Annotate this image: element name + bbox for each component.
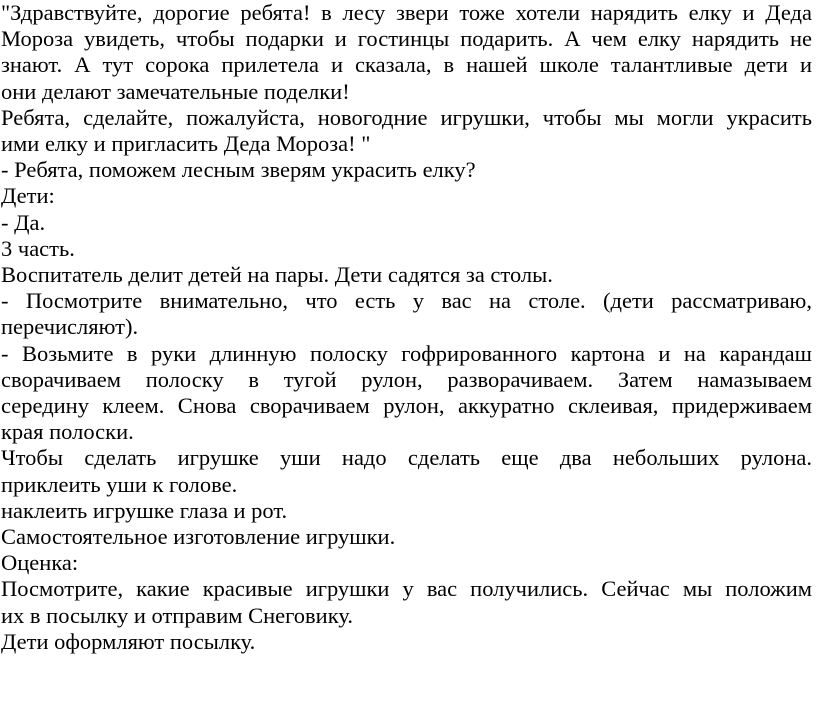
paragraph-parcel xyxy=(1,629,812,655)
text-line: - Возьмите в руки длинную полоску гофрированного картона и на карандаш xyxy=(1,340,812,366)
paragraph-pairs xyxy=(1,262,812,288)
text-line: "Здравствуйте, дорогие ребята! в лесу звери тоже хотели нарядить елку и Деда xyxy=(1,0,812,25)
paragraph-children-label xyxy=(1,183,812,209)
text-line: Чтобы сделать игрушке уши надо сделать еще два небольших рулона. xyxy=(1,445,812,471)
paragraph-instructions xyxy=(1,341,812,446)
paragraph-question xyxy=(1,157,812,183)
text-line: знают. А тут сорока прилетела и сказала, в нашей школе талантливые дети и xyxy=(1,52,812,78)
text-line: Самостоятельное изготовление игрушки. xyxy=(1,524,396,550)
paragraph-evaluation-heading xyxy=(1,550,812,576)
text-line: наклеить игрушке глаза и рот. xyxy=(1,497,288,523)
text-line: Оценка: xyxy=(1,550,79,576)
text-line: приклеить уши к голове. xyxy=(1,471,238,497)
text-line: Ребята, сделайте, пожалуйста, новогодние игрушки, чтобы мы могли украсить xyxy=(1,104,812,130)
paragraph-independent-work xyxy=(1,524,812,550)
text-line: Дети: xyxy=(1,183,55,209)
text-line: Воспитатель делит детей на пары. Дети садятся за столы. xyxy=(1,262,553,288)
text-line: их в посылку и отправим Снеговику. xyxy=(1,602,353,628)
paragraph-intro-quote xyxy=(1,0,812,105)
paragraph-answer xyxy=(1,210,812,236)
paragraph-part-heading xyxy=(1,236,812,262)
text-line: середину клеем. Снова сворачиваем рулон, аккуратно склеивая, придерживаем xyxy=(1,393,812,419)
paragraph-eyes xyxy=(1,498,812,524)
paragraph-look-at-toys xyxy=(1,576,812,628)
text-line: перечисляют). xyxy=(1,314,139,340)
paragraph-look-at-table xyxy=(1,288,812,340)
paragraph-ears xyxy=(1,445,812,497)
paragraph-request xyxy=(1,105,812,157)
text-line: ими елку и пригласить Деда Мороза! " xyxy=(1,131,371,157)
text-line: Посмотрите, какие красивые игрушки у вас получились. Сейчас мы положим xyxy=(1,576,812,602)
text-line: они делают замечательные поделки! xyxy=(1,78,350,104)
text-line: сворачиваем полоску в тугой рулон, разворачиваем. Затем намазываем xyxy=(1,366,812,392)
text-line: Дети оформляют посылку. xyxy=(1,628,256,654)
text-line: Мороза увидеть, чтобы подарки и гостинцы подарить. А чем елку нарядить не xyxy=(1,26,812,52)
text-line: - Ребята, поможем лесным зверям украсить елку? xyxy=(1,157,476,183)
text-line: края полоски. xyxy=(1,419,134,445)
text-line: - Да. xyxy=(1,209,46,235)
text-line: - Посмотрите внимательно, что есть у вас на столе. (дети рассматриваю, xyxy=(1,288,812,314)
text-line: 3 часть. xyxy=(1,235,75,261)
